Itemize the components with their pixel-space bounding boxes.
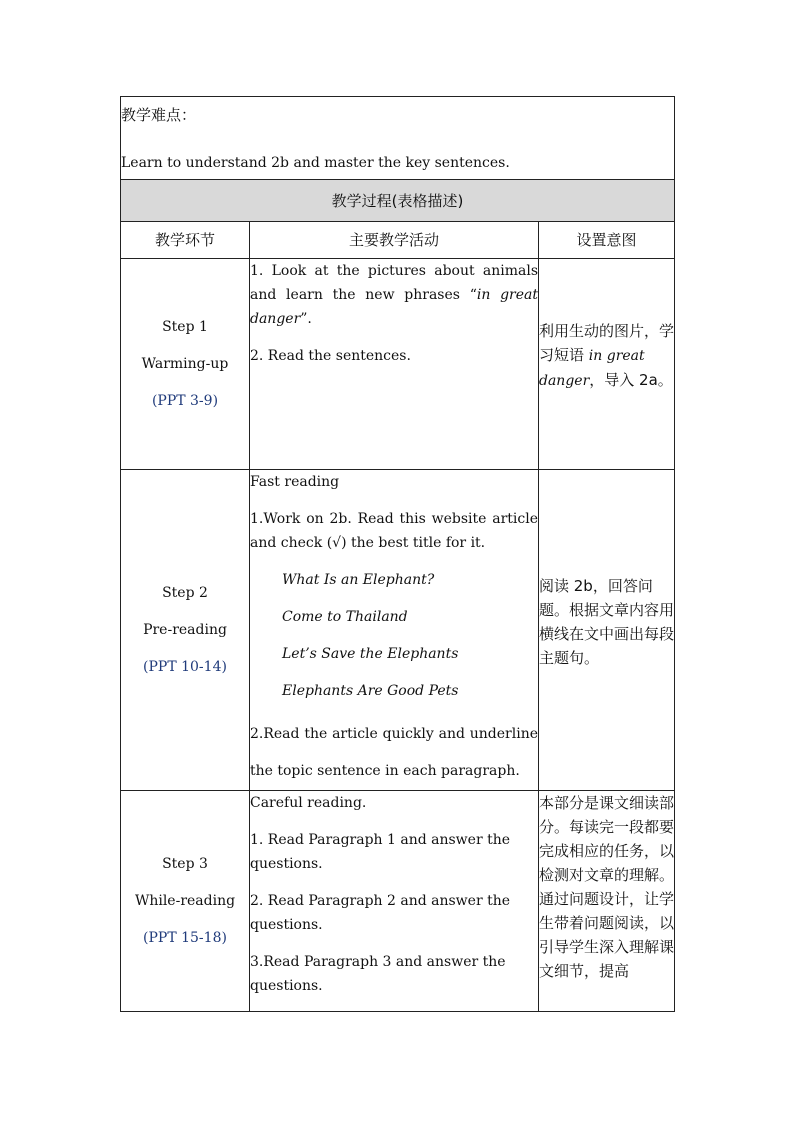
step-number: Step 1 — [162, 318, 208, 335]
step-name: Warming-up — [141, 355, 229, 372]
step-number: Step 3 — [162, 855, 208, 872]
activity-phrase: in great danger — [250, 287, 538, 327]
activities-cell — [250, 259, 539, 470]
difficulty-row — [121, 97, 675, 180]
activity-text: 1. Look at the pictures about animals and learn the new phrases “ — [250, 263, 538, 303]
activity-item: 1. Read Paragraph 1 and answer the questions. — [250, 832, 511, 872]
difficulty-text: Learn to understand 2b and master the key sentences. — [121, 155, 510, 171]
step-name: While-reading — [134, 892, 236, 909]
purpose-text: 本部分是课文细读部分。每读完一段都要完成相应的任务，以检测对文章的理解。通过问题设计，让学生带着问题阅读，以引导学生深入理解课文细节，提高 — [539, 794, 675, 980]
activity-item: 2. Read Paragraph 2 and answer the questions. — [250, 893, 511, 933]
column-header-row — [121, 222, 675, 259]
activity-item: 3.Read Paragraph 3 and answer the questions. — [250, 954, 506, 994]
step-name: Pre-reading — [143, 621, 227, 638]
process-header: 教学过程(表格描述) — [121, 180, 675, 222]
option-title: Let’s Save the Elephants — [282, 646, 459, 662]
activity-item — [250, 259, 538, 331]
step-cell — [121, 259, 250, 470]
activities-cell — [250, 470, 539, 791]
column-header-activities: 主要教学活动 — [250, 222, 539, 259]
activity-item: 2. Read the sentences. — [250, 348, 411, 364]
step-ppt: (PPT 10-14) — [143, 658, 227, 675]
process-header-row — [121, 180, 675, 222]
activity-heading: Fast reading — [250, 474, 340, 490]
option-title: Elephants Are Good Pets — [282, 683, 459, 699]
difficulty-cell — [121, 97, 675, 180]
step-cell — [121, 470, 250, 791]
difficulty-label: 教学难点： — [121, 106, 197, 124]
activity-heading: Careful reading. — [250, 795, 367, 811]
activities-cell — [250, 791, 539, 1012]
option-title: What Is an Elephant? — [282, 572, 435, 588]
purpose-cell — [539, 470, 675, 791]
step-number: Step 2 — [162, 584, 208, 601]
purpose-cell — [539, 259, 675, 470]
step-row — [121, 259, 675, 470]
step-ppt: (PPT 15-18) — [143, 929, 227, 946]
activity-item: 2.Read the article quickly and underline the topic sentence in each paragraph. — [250, 726, 538, 779]
purpose-text: 利用生动的图片，学习短语 in great danger，导入 2a。 — [539, 322, 675, 389]
column-header-purpose: 设置意图 — [539, 222, 675, 259]
activity-text-end: ”. — [300, 311, 312, 327]
column-header-stage: 教学环节 — [121, 222, 250, 259]
purpose-cell — [539, 791, 675, 1012]
step-row — [121, 470, 675, 791]
lesson-plan-table — [120, 96, 675, 1012]
option-title: Come to Thailand — [282, 609, 408, 625]
purpose-text: 阅读 2b，回答问题。根据文章内容用横线在文中画出每段主题句。 — [539, 577, 675, 667]
step-row — [121, 791, 675, 1012]
step-ppt: (PPT 3-9) — [151, 392, 219, 409]
activity-item: 1.Work on 2b. Read this website article and check (√) the best title for it. — [250, 511, 538, 551]
step-cell — [121, 791, 250, 1012]
